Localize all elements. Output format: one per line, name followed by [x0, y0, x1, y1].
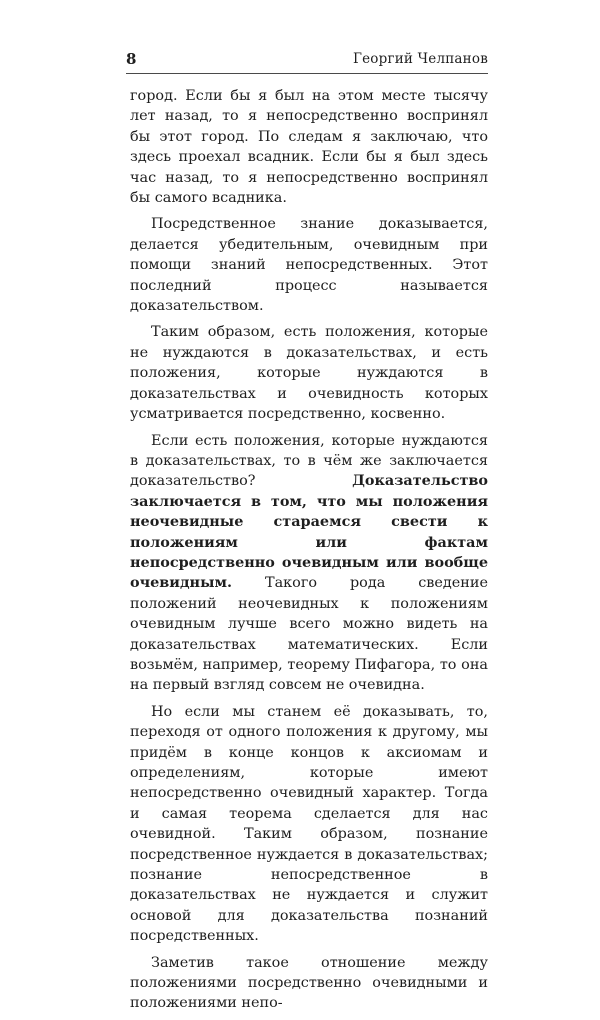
header-rule — [126, 73, 488, 74]
body-text — [130, 86, 488, 1020]
paragraph-5: Но если мы станем её доказывать, то, переходя от одного положения к другому, мы придём в конце концов к аксиомам и определениям, которые имеют непосредственно очевидный характер. Тогда и самая теорема сделается для нас очевидной. Таким образом, познание посредственное нуждается в доказательствах; познание непосредственное в доказательствах не нуждается и служит основой для доказательства познаний посредственных. — [130, 703, 488, 945]
paragraph-4-end: Такого рода сведение положений неочевидных к положениям очевидным лучше всего можно видеть на доказательствах математических. Если возьмём, например, теорему Пифагора, то она на первый взгляд совсем не очевидна. — [130, 575, 488, 694]
paragraph-1: город. Если бы я был на этом месте тысячу лет назад, то я непосредственно воспринял бы этот город. По следам я заключаю, что здесь проехал всадник. Если бы я был здесь час назад, то я непосредственно воспринял бы самого всадника. — [130, 88, 488, 207]
paragraph-6: Заметив такое отношение между положениями посредственно очевидными и положениями непо- — [130, 954, 488, 1012]
paragraph-4 — [130, 431, 488, 696]
paragraph-3: Таким образом, есть положения, которые не нуждаются в доказательствах, и есть положения, которые нуждаются в доказательствах и очевидность которых усматривается посредственно, косвенно. — [130, 324, 488, 423]
paragraph-2: Посредственное знание доказывается, делается убедительным, очевидным при помощи знаний непосредственных. Этот последний процесс называется доказательством. — [130, 216, 488, 315]
paragraph-4-start: Если есть положения, которые нуждаются в доказательствах, то в чём же заключается доказательство? — [130, 432, 488, 490]
paragraph-4-emphasis: Доказательство заключается в том, что мы положения неочевидные стараемся свести к положениям или фактам непосредственно очевидным или вообще очевидным. — [130, 472, 488, 592]
running-head — [126, 49, 488, 69]
page-number: 8 — [126, 50, 137, 68]
running-title: Георгий Челпанов — [352, 51, 488, 67]
